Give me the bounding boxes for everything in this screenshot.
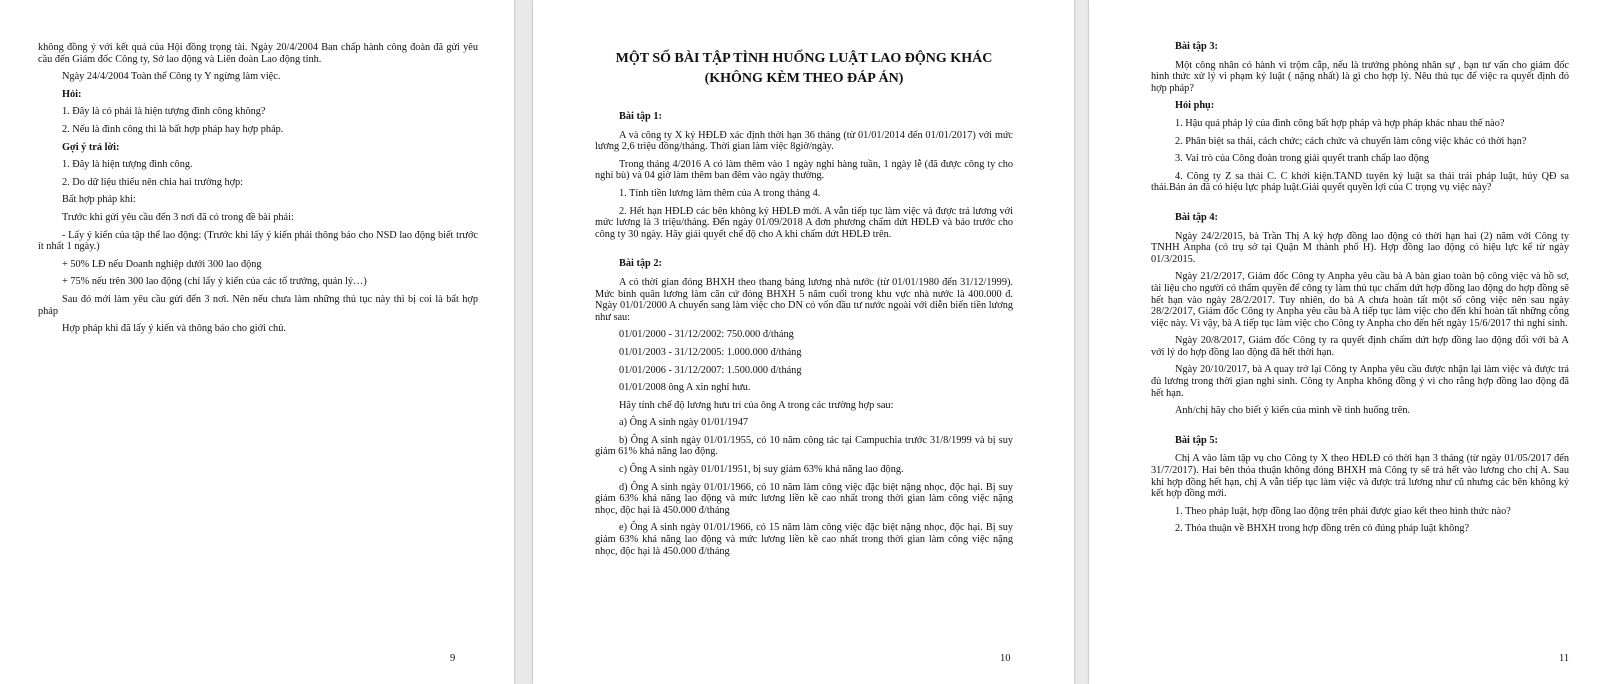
paragraph: 3. Vai trò của Công đoàn trong giải quyết tranh chấp lao động	[1175, 153, 1430, 165]
paragraph: Ngày 20/8/2017, Giám đốc Công ty ra quyết định chấm dứt hợp đồng lao động đối với bà A với lý do hợp đồng lao động đã hết thời hạn.	[1151, 335, 1569, 358]
paragraph: c) Ông A sinh ngày 01/01/1951, bị suy giảm 63% khả năng lao động.	[619, 464, 904, 476]
paragraph: 01/01/2006 - 31/12/2007: 1.500.000 đ/tháng	[619, 364, 802, 376]
page-11-body	[1151, 41, 1569, 541]
paragraph: Trước khi gửi yêu cầu đến 3 nơi đã có trong đề bài phải:	[62, 211, 294, 223]
section-heading: Hỏi:	[62, 88, 82, 100]
page-number: 9	[450, 653, 456, 664]
document-page-11	[1089, 0, 1600, 684]
section-title	[595, 49, 1013, 89]
paragraph: Ngày 21/2/2017, Giám đốc Công ty Anpha yêu cầu bà A bàn giao toàn bộ công việc và hồ sơ, tài liệu cho người có thẩm quyền để công ty làm thủ tục chấm dứt hợp đồng lao động do hợp đồng sẽ hết hạn vào ngày 28/2/2017. Tuy nhiên, do bà A chưa hoàn tất một số công việc nên sau ngày 28/2/2017, Giám đốc Công ty Anpha yêu cầu bà A tiếp tục làm việc cho đến khi hoàn tất những công việc này. Vì vậy, bà A tiếp tục làm việc cho Công ty Anpha cho đến hết ngày 15/6/2017 thì nghỉ sinh.	[1151, 271, 1569, 329]
document-page-9	[0, 0, 514, 684]
paragraph: không đồng ý với kết quả của Hội đồng trọng tài. Ngày 20/4/2004 Ban chấp hành công đoàn đã gửi yêu cầu đến Giám đốc Công ty, Sở lao động và Liên đoàn Lao động tỉnh.	[38, 42, 478, 65]
document-page-10	[533, 0, 1074, 684]
paragraph: Sau đó mới làm yêu cầu gửi đến 3 nơi. Nên nếu chưa làm những thủ tục này thì bị coi là bất hợp pháp	[38, 293, 478, 317]
paragraph: Ngày 24/2/2015, bà Trần Thị A ký hợp đồng lao động có thời hạn hai (2) năm với Công ty TNHH Anpha (có trụ sở tại Quận M thành phố H). Hợp đồng lao động có hiệu lực kể từ ngày 01/3/2015.	[1151, 230, 1569, 265]
page-10-body	[595, 49, 1013, 563]
page-number: 10	[1000, 653, 1011, 664]
paragraph: Ngày 24/4/2004 Toàn thể Công ty Y ngừng làm việc.	[62, 71, 281, 83]
paragraph: + 50% LĐ nếu Doanh nghiệp dưới 300 lao động	[62, 258, 262, 270]
title-line-1: MỘT SỐ BÀI TẬP TÌNH HUỐNG LUẬT LAO ĐỘNG KHÁC	[615, 51, 993, 66]
paragraph: a) Ông A sinh ngày 01/01/1947	[619, 417, 748, 429]
paragraph: 1. Đây là có phải là hiện tượng đình công không?	[62, 106, 266, 118]
section-heading: Gợi ý trả lời:	[62, 141, 120, 153]
page-9-body	[38, 42, 478, 341]
paragraph: 2. Hết hạn HĐLĐ các bên không ký HĐLĐ mới. A vẫn tiếp tục làm việc và được trả lương với mức lương là 3 triệu/tháng. Đến ngày 01/09/2018 A đơn phương chấm dứt HĐLĐ và báo trước cho công ty 30 ngày. Hãy giải quyết chế độ cho A khi chấm dứt HĐLĐ trên.	[595, 205, 1013, 240]
section-heading: Bài tập 2:	[619, 258, 662, 270]
paragraph: 2. Thỏa thuận về BHXH trong hợp đồng trên có đúng pháp luật không?	[1175, 523, 1470, 535]
paragraph: Hãy tính chế độ lương hưu trí của ông A trong các trường hợp sau:	[619, 399, 894, 411]
paragraph: 01/01/2003 - 31/12/2005: 1.000.000 đ/tháng	[619, 346, 802, 358]
paragraph: Anh/chị hãy cho biết ý kiến của mình về tình huống trên.	[1175, 405, 1411, 417]
paragraph: Ngày 20/10/2017, bà A quay trở lại Công ty Anpha yêu cầu được nhận lại làm việc và được trả đủ lương trong thời gian nghỉ sinh. Công ty Anpha không đồng ý vì cho rằng hợp đồng lao động đã hết hạn.	[1151, 364, 1569, 399]
paragraph: A có thời gian đóng BHXH theo thang bảng lương nhà nước (từ 01/01/1980 đến 31/12/1999). Mức bình quân lương làm căn cứ đóng BHXH 5 năm cuối trong khu vực nhà nước là 400.000 đ. Ngày 01/01/2000 A chuyển sang làm việc cho DN có vốn đầu tư nước ngoài với diễn biến tiền lương như sau:	[595, 276, 1013, 323]
paragraph: + 75% nếu trên 300 lao động (chỉ lấy ý kiến của các tổ trưởng, quản lý…)	[62, 276, 367, 288]
section-heading: Bài tập 3:	[1175, 41, 1218, 52]
page-10-paragraphs	[595, 111, 1013, 557]
paragraph: Chị A vào làm tập vụ cho Công ty X theo HĐLĐ có thời hạn 3 tháng (từ ngày 01/05/2017 đến 31/7/2017). Hai bên thỏa thuận không đóng BHXH mà Công ty sẽ trả hết vào lương cho chị A. Sau khi hợp đồng hết hạn, chị A vẫn tiếp tục làm việc và được trả lương như cũ nhưng các bên không ký kết hợp đồng mới.	[1151, 453, 1569, 500]
paragraph: 2. Nếu là đình công thì là bất hợp pháp hay hợp pháp.	[62, 123, 284, 135]
paragraph: Bất hợp pháp khi:	[62, 194, 136, 206]
page-number: 11	[1559, 653, 1570, 664]
paragraph: b) Ông A sinh ngày 01/01/1955, có 10 năm công tác tại Campuchia trước 31/8/1999 và bị suy giảm 61% khả năng lao động.	[595, 434, 1013, 458]
paragraph: 1. Hậu quả pháp lý của đình công bất hợp pháp và hợp pháp khác nhau thế nào?	[1175, 117, 1505, 129]
paragraph: e) Ông A sinh ngày 01/01/1966, có 15 năm làm công việc đặc biệt nặng nhọc, độc hại. Bị suy giảm 63% khả năng lao động và mức lương liền kề cao nhất trong thời gian làm công việc nặng nhọc, độc hại là 450.000 đ/tháng	[595, 522, 1013, 557]
paragraph: 01/01/2000 - 31/12/2002: 750.000 đ/tháng	[619, 329, 794, 341]
paragraph: 01/01/2008 ông A xin nghỉ hưu.	[619, 382, 751, 394]
paragraph: 1. Đây là hiện tượng đình công.	[62, 159, 193, 171]
title-line-2: (KHÔNG KÈM THEO ĐÁP ÁN)	[704, 71, 904, 86]
paragraph: 2. Do dữ liệu thiếu nên chia hai trường hợp:	[62, 176, 244, 188]
paragraph: 1. Theo pháp luật, hợp đồng lao động trên phải được giao kết theo hình thức nào?	[1175, 505, 1511, 517]
paragraph: 1. Tính tiền lương làm thêm của A trong tháng 4.	[619, 187, 821, 199]
paragraph: d) Ông A sinh ngày 01/01/1966, có 10 năm làm công việc đặc biệt nặng nhọc, độc hại. Bị suy giảm 63% khả năng lao động và mức lương liền kề cao nhất trong thời gian làm công việc nặng nhọc, độc hại là 450.000 đ/tháng	[595, 481, 1013, 516]
paragraph: Một công nhân có hành vi trộm cắp, nếu là trưởng phòng nhân sự , bạn tư vấn cho giám đốc hình thức xử lý vi phạm kỷ luật ( nặng nhất) là gì cho hợp lý. Nêu thủ tục để việc ra quyết định đó hợp pháp?	[1151, 59, 1569, 94]
paragraph: 2. Phân biệt sa thải, cách chức; cách chức và chuyển làm công việc khác có thời hạn?	[1175, 135, 1527, 147]
section-heading: Hỏi phụ:	[1175, 100, 1215, 112]
paragraph: A và công ty X ký HĐLĐ xác định thời hạn 36 tháng (từ 01/01/2014 đến 01/01/2017) với mức lương 2,6 triệu đồng/tháng. Thời gian làm việc 8giờ/ngày.	[595, 129, 1013, 153]
section-heading: Bài tập 5:	[1175, 434, 1218, 446]
section-heading: Bài tập 1:	[619, 111, 662, 122]
paragraph: - Lấy ý kiến của tập thể lao động: (Trước khi lấy ý kiến phải thông báo cho NSD lao động biết trước ít nhất 1 ngày.)	[38, 229, 478, 253]
paragraph: Hợp pháp khi đã lấy ý kiến và thông báo cho giới chủ.	[62, 323, 286, 335]
paragraph: Trong tháng 4/2016 A có làm thêm vào 1 ngày nghỉ hàng tuần, 1 ngày lễ (đã được công ty cho nghỉ bù) và 04 giờ làm thêm ban đêm vào ngày thường.	[595, 158, 1013, 182]
paragraph: 4. Công ty Z sa thải C. C khởi kiện.TAND tuyên kỷ luật sa thải trái pháp luật, hủy QĐ sa thải.Bản án đã có hiệu lực pháp luật.Giải quyết quyền lợi của C trọng vụ việc này?	[1151, 170, 1569, 194]
section-heading: Bài tập 4:	[1175, 211, 1218, 223]
